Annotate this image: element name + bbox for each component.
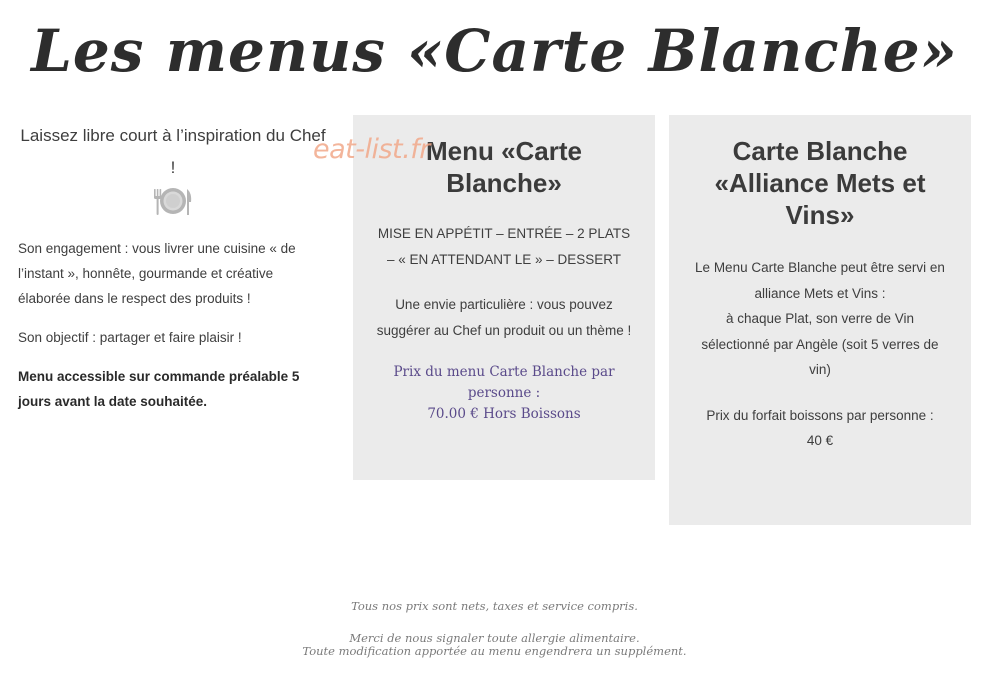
special-request-note: Une envie particulière : vous pouvez suggérer au Chef un produit ou un thème ! [376,297,632,338]
order-notice: Menu accessible sur commande préalable 5 jours avant la date souhaitée. [18,369,300,409]
watermark: eat-list.fr [313,134,430,165]
price-label: Prix du forfait boissons par personne : [706,407,934,423]
wine-pairing-text [691,255,949,383]
footer-modification-note: Toute modification apportée au menu engendrera un supplément. [302,644,687,658]
footer-prices-note: Tous nos prix sont nets, taxes et service compris. [351,599,638,613]
objective-text: Son objectif : partager et faire plaisir ! [18,330,242,345]
footer-allergy-note: Merci de nous signaler toute allergie alimentaire. [349,631,640,645]
alliance-mets-vins-card [669,115,971,525]
menu-price [379,362,629,425]
courses-list: MISE EN APPÉTIT – ENTRÉE – 2 PLATS – « EN ATTENDANT LE » – DESSERT [377,226,631,267]
menu-carte-blanche-card [353,115,655,480]
drinks-price [691,403,949,454]
price-value: 70.00 € Hors Boissons [427,406,581,422]
plate-cutlery-icon [150,184,196,218]
footer [0,600,989,658]
intro-column [18,120,328,414]
wine-pairing-line: à chaque Plat, son verre de Vin sélectionné par Angèle (soit 5 verres de vin) [701,311,939,377]
price-value: 40 € [806,433,834,448]
page-title: Les menus «Carte Blanche» [31,17,958,85]
engagement-text: Son engagement : vous livrer une cuisine « de l’instant », honnête, gourmande et créative élaborée dans le respect des produits ! [18,241,296,306]
price-label: Prix du menu Carte Blanche par personne : [393,364,615,401]
wine-pairing-line: Le Menu Carte Blanche peut être servi en alliance Mets et Vins : [695,260,945,301]
intro-text: Laissez libre court à l’inspiration du Chef ! [20,126,326,177]
card-title: Carte Blanche «Alliance Mets et Vins» [714,136,926,230]
card-title: Menu «Carte Blanche» [425,136,583,198]
